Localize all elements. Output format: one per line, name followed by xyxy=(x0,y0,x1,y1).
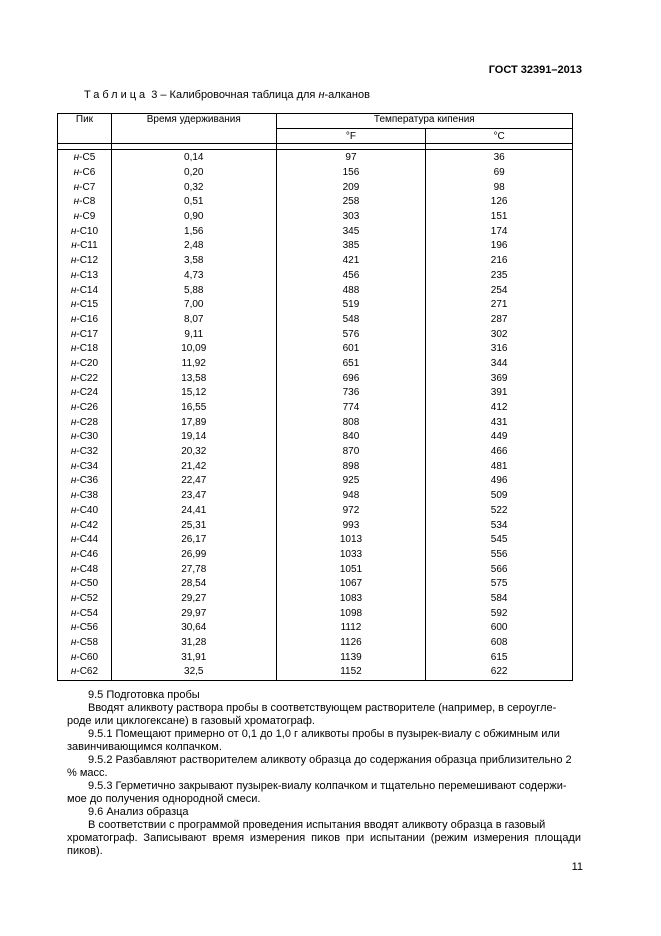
table-row xyxy=(58,562,573,577)
cell-fahrenheit: 1139 xyxy=(276,650,426,665)
table-row xyxy=(58,195,573,210)
cell-fahrenheit: 576 xyxy=(276,327,426,342)
cell-fahrenheit: 651 xyxy=(276,357,426,372)
cell-peak: н-С38 xyxy=(58,489,112,504)
cell-celsius: 496 xyxy=(426,474,573,489)
cell-peak: н-С42 xyxy=(58,518,112,533)
cell-celsius: 98 xyxy=(426,180,573,195)
cell-peak: н-С7 xyxy=(58,180,112,195)
cell-fahrenheit: 1152 xyxy=(276,665,426,680)
cell-celsius: 151 xyxy=(426,210,573,225)
cell-retention-time: 1,56 xyxy=(111,224,276,239)
section-9-6-title: 9.6 Анализ образца xyxy=(88,806,189,818)
cell-celsius: 466 xyxy=(426,445,573,460)
cell-retention-time: 24,41 xyxy=(111,504,276,519)
paragraph-analysis-cont: хроматограф. Записывают время измерения пиков при испытании (режим измерения площади пиков). xyxy=(67,832,581,857)
table-row xyxy=(58,327,573,342)
table-row xyxy=(58,533,573,548)
cell-peak: н-С12 xyxy=(58,254,112,269)
header-peak: Пик xyxy=(58,114,112,144)
cell-fahrenheit: 548 xyxy=(276,313,426,328)
cell-retention-time: 4,73 xyxy=(111,269,276,284)
cell-celsius: 509 xyxy=(426,489,573,504)
cell-celsius: 481 xyxy=(426,459,573,474)
header-boiling-temp: Температура кипения xyxy=(276,114,572,129)
body-text xyxy=(67,689,581,858)
cell-celsius: 556 xyxy=(426,548,573,563)
table-row xyxy=(58,489,573,504)
cell-peak: н-С30 xyxy=(58,430,112,445)
table-row xyxy=(58,518,573,533)
cell-peak: н-С56 xyxy=(58,621,112,636)
document-code: ГОСТ 32391–2013 xyxy=(488,64,582,76)
cell-retention-time: 30,64 xyxy=(111,621,276,636)
cell-peak: н-С58 xyxy=(58,636,112,651)
table-row xyxy=(58,592,573,607)
caption-tail: -алканов xyxy=(324,89,370,101)
cell-peak: н-С24 xyxy=(58,386,112,401)
cell-peak: н-С36 xyxy=(58,474,112,489)
cell-peak: н-С17 xyxy=(58,327,112,342)
cell-retention-time: 0,20 xyxy=(111,166,276,181)
cell-fahrenheit: 774 xyxy=(276,401,426,416)
cell-retention-time: 0,90 xyxy=(111,210,276,225)
cell-fahrenheit: 1098 xyxy=(276,606,426,621)
table-row xyxy=(58,577,573,592)
cell-celsius: 174 xyxy=(426,224,573,239)
table-row xyxy=(58,210,573,225)
cell-peak: н-С20 xyxy=(58,357,112,372)
cell-celsius: 431 xyxy=(426,415,573,430)
cell-retention-time: 3,58 xyxy=(111,254,276,269)
table-row xyxy=(58,313,573,328)
cell-fahrenheit: 972 xyxy=(276,504,426,519)
table-row xyxy=(58,650,573,665)
cell-retention-time: 0,32 xyxy=(111,180,276,195)
cell-peak: н-С13 xyxy=(58,269,112,284)
table-row xyxy=(58,239,573,254)
table-row xyxy=(58,401,573,416)
cell-retention-time: 19,14 xyxy=(111,430,276,445)
cell-peak: н-С32 xyxy=(58,445,112,460)
cell-fahrenheit: 870 xyxy=(276,445,426,460)
cell-celsius: 522 xyxy=(426,504,573,519)
cell-retention-time: 11,92 xyxy=(111,357,276,372)
table-row xyxy=(58,430,573,445)
caption-n: н xyxy=(318,89,325,101)
paragraph-9-5-1-cont: завинчивающимся колпачком. xyxy=(67,741,222,753)
cell-fahrenheit: 1112 xyxy=(276,621,426,636)
cell-fahrenheit: 303 xyxy=(276,210,426,225)
header-fahrenheit: °F xyxy=(276,129,426,144)
cell-fahrenheit: 519 xyxy=(276,298,426,313)
cell-peak: н-С9 xyxy=(58,210,112,225)
cell-celsius: 449 xyxy=(426,430,573,445)
calibration-table xyxy=(57,113,573,681)
cell-celsius: 412 xyxy=(426,401,573,416)
cell-retention-time: 31,91 xyxy=(111,650,276,665)
table-row xyxy=(58,298,573,313)
table-row xyxy=(58,445,573,460)
cell-peak: н-С11 xyxy=(58,239,112,254)
cell-celsius: 566 xyxy=(426,562,573,577)
caption-word: Таблица xyxy=(84,89,149,101)
cell-peak: н-С48 xyxy=(58,562,112,577)
cell-retention-time: 15,12 xyxy=(111,386,276,401)
page-number: 11 xyxy=(571,861,583,873)
cell-peak: н-С16 xyxy=(58,313,112,328)
cell-retention-time: 26,17 xyxy=(111,533,276,548)
paragraph-9-5-2-cont: % масс. xyxy=(67,767,108,779)
cell-retention-time: 9,11 xyxy=(111,327,276,342)
table-row xyxy=(58,548,573,563)
cell-fahrenheit: 1013 xyxy=(276,533,426,548)
cell-fahrenheit: 696 xyxy=(276,371,426,386)
cell-fahrenheit: 808 xyxy=(276,415,426,430)
cell-peak: н-С10 xyxy=(58,224,112,239)
cell-fahrenheit: 840 xyxy=(276,430,426,445)
header-retention-time: Время удерживания xyxy=(111,114,276,144)
paragraph-9-5-3-cont: мое до получения однородной смеси. xyxy=(67,793,261,805)
cell-retention-time: 23,47 xyxy=(111,489,276,504)
cell-peak: н-С50 xyxy=(58,577,112,592)
cell-retention-time: 29,27 xyxy=(111,592,276,607)
header-celsius: °C xyxy=(426,129,573,144)
cell-fahrenheit: 898 xyxy=(276,459,426,474)
table-row xyxy=(58,283,573,298)
cell-retention-time: 22,47 xyxy=(111,474,276,489)
cell-fahrenheit: 1126 xyxy=(276,636,426,651)
table-row xyxy=(58,269,573,284)
table-caption xyxy=(84,89,370,101)
cell-peak: н-С54 xyxy=(58,606,112,621)
table-row xyxy=(58,386,573,401)
table-row xyxy=(58,166,573,181)
cell-celsius: 316 xyxy=(426,342,573,357)
cell-peak: н-С34 xyxy=(58,459,112,474)
cell-peak: н-С46 xyxy=(58,548,112,563)
cell-peak: н-С40 xyxy=(58,504,112,519)
cell-fahrenheit: 1051 xyxy=(276,562,426,577)
cell-peak: н-С26 xyxy=(58,401,112,416)
table-row xyxy=(58,665,573,680)
cell-retention-time: 20,32 xyxy=(111,445,276,460)
cell-fahrenheit: 258 xyxy=(276,195,426,210)
paragraph-aliquot-cont: роде или циклогексане) в газовый хроматограф. xyxy=(67,715,315,727)
table-row xyxy=(58,459,573,474)
cell-celsius: 196 xyxy=(426,239,573,254)
cell-retention-time: 27,78 xyxy=(111,562,276,577)
cell-peak: н-С18 xyxy=(58,342,112,357)
cell-peak: н-С22 xyxy=(58,371,112,386)
cell-celsius: 622 xyxy=(426,665,573,680)
cell-fahrenheit: 1033 xyxy=(276,548,426,563)
cell-retention-time: 5,88 xyxy=(111,283,276,298)
cell-retention-time: 7,00 xyxy=(111,298,276,313)
cell-retention-time: 21,42 xyxy=(111,459,276,474)
cell-fahrenheit: 385 xyxy=(276,239,426,254)
cell-peak: н-С62 xyxy=(58,665,112,680)
cell-retention-time: 16,55 xyxy=(111,401,276,416)
cell-peak: н-С5 xyxy=(58,150,112,166)
cell-retention-time: 28,54 xyxy=(111,577,276,592)
cell-fahrenheit: 736 xyxy=(276,386,426,401)
cell-retention-time: 8,07 xyxy=(111,313,276,328)
cell-celsius: 69 xyxy=(426,166,573,181)
cell-celsius: 302 xyxy=(426,327,573,342)
cell-peak: н-С44 xyxy=(58,533,112,548)
cell-peak: н-С14 xyxy=(58,283,112,298)
table-row xyxy=(58,474,573,489)
table-row xyxy=(58,150,573,166)
cell-fahrenheit: 209 xyxy=(276,180,426,195)
cell-celsius: 575 xyxy=(426,577,573,592)
table-row xyxy=(58,621,573,636)
cell-celsius: 254 xyxy=(426,283,573,298)
cell-celsius: 287 xyxy=(426,313,573,328)
cell-retention-time: 13,58 xyxy=(111,371,276,386)
paragraph-9-5-3: 9.5.3 Герметично закрывают пузырек-виалу колпачком и тщательно перемешивают содержи- xyxy=(88,780,567,792)
table-row xyxy=(58,415,573,430)
cell-celsius: 126 xyxy=(426,195,573,210)
cell-fahrenheit: 97 xyxy=(276,150,426,166)
cell-fahrenheit: 456 xyxy=(276,269,426,284)
cell-fahrenheit: 156 xyxy=(276,166,426,181)
cell-fahrenheit: 993 xyxy=(276,518,426,533)
cell-peak: н-С15 xyxy=(58,298,112,313)
cell-fahrenheit: 1067 xyxy=(276,577,426,592)
table-row xyxy=(58,224,573,239)
cell-fahrenheit: 948 xyxy=(276,489,426,504)
cell-celsius: 216 xyxy=(426,254,573,269)
cell-retention-time: 32,5 xyxy=(111,665,276,680)
cell-retention-time: 25,31 xyxy=(111,518,276,533)
table-row xyxy=(58,636,573,651)
paragraph-aliquot: Вводят аликвоту раствора пробы в соответствующем растворителе (например, в сероугле- xyxy=(88,702,557,714)
cell-fahrenheit: 421 xyxy=(276,254,426,269)
cell-retention-time: 17,89 xyxy=(111,415,276,430)
table-body xyxy=(58,150,573,681)
cell-fahrenheit: 345 xyxy=(276,224,426,239)
paragraph-9-5-2: 9.5.2 Разбавляют растворителем аликвоту образца до содержания образца приблизительно 2 xyxy=(88,754,572,766)
cell-celsius: 592 xyxy=(426,606,573,621)
cell-fahrenheit: 488 xyxy=(276,283,426,298)
cell-peak: н-С52 xyxy=(58,592,112,607)
paragraph-analysis: В соответствии с программой проведения испытания вводят аликвоту образца в газовый xyxy=(88,819,546,831)
table-row xyxy=(58,254,573,269)
cell-celsius: 608 xyxy=(426,636,573,651)
cell-fahrenheit: 601 xyxy=(276,342,426,357)
cell-celsius: 271 xyxy=(426,298,573,313)
table-row xyxy=(58,606,573,621)
cell-celsius: 545 xyxy=(426,533,573,548)
cell-celsius: 36 xyxy=(426,150,573,166)
cell-retention-time: 2,48 xyxy=(111,239,276,254)
cell-peak: н-С60 xyxy=(58,650,112,665)
cell-retention-time: 29,97 xyxy=(111,606,276,621)
paragraph-9-5-1: 9.5.1 Помещают примерно от 0,1 до 1,0 г аликвоты пробы в пузырек-виалу с обжимным или xyxy=(88,728,560,740)
cell-fahrenheit: 925 xyxy=(276,474,426,489)
table-row xyxy=(58,371,573,386)
cell-celsius: 615 xyxy=(426,650,573,665)
cell-peak: н-С6 xyxy=(58,166,112,181)
cell-retention-time: 31,28 xyxy=(111,636,276,651)
cell-celsius: 344 xyxy=(426,357,573,372)
cell-retention-time: 10,09 xyxy=(111,342,276,357)
table-row xyxy=(58,504,573,519)
cell-retention-time: 0,14 xyxy=(111,150,276,166)
caption-text: 3 – Калибровочная таблица для xyxy=(151,89,319,101)
section-9-5-title: 9.5 Подготовка пробы xyxy=(88,689,200,701)
cell-peak: н-С8 xyxy=(58,195,112,210)
table-row xyxy=(58,180,573,195)
cell-celsius: 391 xyxy=(426,386,573,401)
cell-celsius: 600 xyxy=(426,621,573,636)
cell-celsius: 369 xyxy=(426,371,573,386)
cell-retention-time: 26,99 xyxy=(111,548,276,563)
table-row xyxy=(58,342,573,357)
cell-peak: н-С28 xyxy=(58,415,112,430)
cell-celsius: 534 xyxy=(426,518,573,533)
cell-retention-time: 0,51 xyxy=(111,195,276,210)
table-row xyxy=(58,357,573,372)
cell-celsius: 584 xyxy=(426,592,573,607)
cell-fahrenheit: 1083 xyxy=(276,592,426,607)
cell-celsius: 235 xyxy=(426,269,573,284)
